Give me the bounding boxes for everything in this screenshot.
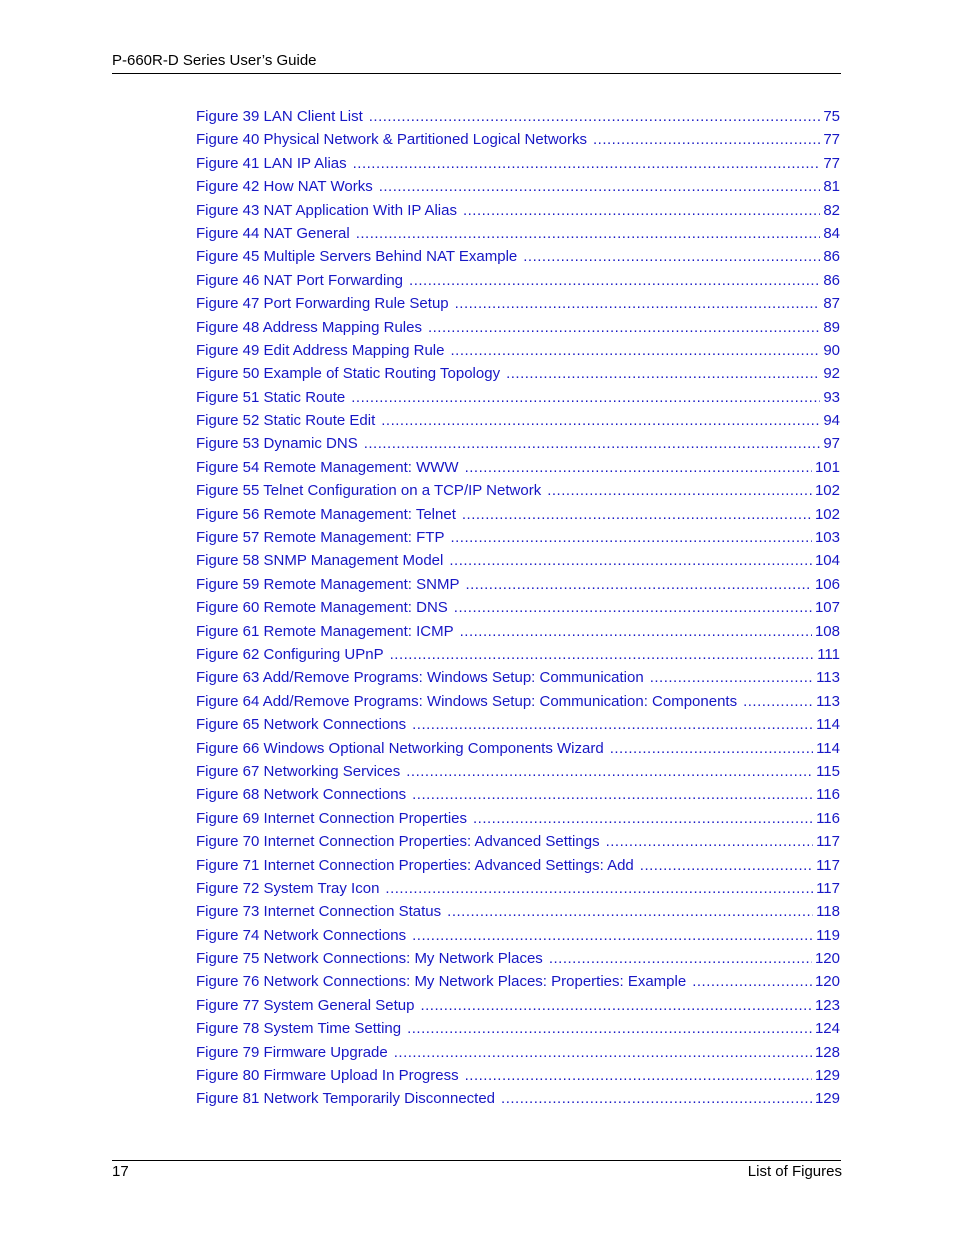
toc-entry-page: 111 bbox=[817, 645, 840, 663]
toc-entry-page: 102 bbox=[814, 482, 840, 500]
toc-entry-title: Figure 53 Dynamic DNS bbox=[196, 435, 358, 453]
toc-entry-page: 84 bbox=[823, 224, 840, 242]
toc-entry-page: 92 bbox=[823, 365, 840, 383]
toc-entry-link[interactable] bbox=[196, 410, 840, 433]
toc-entry-page: 102 bbox=[814, 505, 840, 523]
toc-entry-page: 116 bbox=[816, 809, 840, 827]
toc-entry-page: 113 bbox=[816, 669, 840, 687]
dot-leader bbox=[369, 106, 821, 127]
dot-leader bbox=[385, 878, 813, 899]
dot-leader bbox=[450, 527, 812, 548]
dot-leader bbox=[523, 246, 820, 267]
dot-leader bbox=[593, 129, 820, 150]
toc-entry-link[interactable] bbox=[196, 971, 840, 994]
dot-leader bbox=[412, 784, 813, 805]
dot-leader bbox=[406, 761, 813, 782]
toc-entry-page: 97 bbox=[823, 435, 840, 453]
toc-entry-page: 101 bbox=[814, 458, 840, 476]
toc-entry-title: Figure 50 Example of Static Routing Topology bbox=[196, 365, 501, 383]
dot-leader bbox=[743, 691, 813, 712]
dot-leader bbox=[692, 971, 812, 992]
toc-entry-title: Figure 78 System Time Setting bbox=[196, 1020, 402, 1038]
toc-entry-page: 117 bbox=[816, 856, 840, 874]
dot-leader bbox=[606, 831, 813, 852]
toc-entry-link[interactable] bbox=[196, 901, 840, 924]
dot-leader bbox=[449, 550, 812, 571]
toc-entry-link[interactable] bbox=[196, 129, 840, 152]
toc-entry-title: Figure 55 Telnet Configuration on a TCP/IP Network bbox=[196, 482, 542, 500]
toc-entry-link[interactable] bbox=[196, 831, 840, 854]
toc-entry-link[interactable] bbox=[196, 504, 840, 527]
toc-entry-title: Figure 44 NAT General bbox=[196, 224, 350, 242]
dot-leader bbox=[610, 738, 813, 759]
toc-entry-link[interactable] bbox=[196, 480, 840, 503]
toc-entry-link[interactable] bbox=[196, 784, 840, 807]
toc-entry-page: 94 bbox=[823, 412, 840, 430]
toc-entry-title: Figure 57 Remote Management: FTP bbox=[196, 529, 445, 547]
toc-entry-title: Figure 71 Internet Connection Properties: Advanced Settings: Add bbox=[196, 856, 634, 874]
toc-entry-title: Figure 79 Firmware Upgrade bbox=[196, 1043, 388, 1061]
toc-entry-page: 114 bbox=[816, 716, 840, 734]
toc-entry-page: 104 bbox=[814, 552, 840, 570]
toc-entry-page: 119 bbox=[816, 926, 840, 944]
toc-entry-title: Figure 80 Firmware Upload In Progress bbox=[196, 1067, 459, 1085]
toc-entry-link[interactable] bbox=[196, 340, 840, 363]
page-header bbox=[112, 51, 841, 74]
toc-entry-link[interactable] bbox=[196, 948, 840, 971]
toc-entry-title: Figure 52 Static Route Edit bbox=[196, 412, 376, 430]
toc-entry-page: 123 bbox=[814, 996, 840, 1014]
toc-entry-link[interactable] bbox=[196, 714, 840, 737]
toc-entry-title: Figure 63 Add/Remove Programs: Windows Setup: Communication bbox=[196, 669, 644, 687]
dot-leader bbox=[549, 948, 812, 969]
dot-leader bbox=[394, 1042, 812, 1063]
dot-leader bbox=[506, 363, 820, 384]
dot-leader bbox=[465, 574, 812, 595]
toc-entry-page: 107 bbox=[814, 599, 840, 617]
toc-entry-link[interactable] bbox=[196, 574, 840, 597]
list-of-figures bbox=[196, 106, 840, 1112]
toc-entry-title: Figure 76 Network Connections: My Network Places: Properties: Example bbox=[196, 973, 687, 991]
toc-entry-link[interactable] bbox=[196, 293, 840, 316]
dot-leader bbox=[640, 855, 813, 876]
toc-entry-link[interactable] bbox=[196, 106, 840, 129]
toc-entry-link[interactable] bbox=[196, 1042, 840, 1065]
toc-entry-page: 124 bbox=[814, 1020, 840, 1038]
toc-entry-link[interactable] bbox=[196, 621, 840, 644]
dot-leader bbox=[547, 480, 812, 501]
toc-entry-link[interactable] bbox=[196, 995, 840, 1018]
toc-entry-link[interactable] bbox=[196, 550, 840, 573]
toc-entry-title: Figure 69 Internet Connection Properties bbox=[196, 809, 467, 827]
toc-entry-title: Figure 74 Network Connections bbox=[196, 926, 407, 944]
dot-leader bbox=[381, 410, 820, 431]
toc-entry-page: 128 bbox=[814, 1043, 840, 1061]
toc-entry-page: 118 bbox=[816, 903, 840, 921]
toc-entry-link[interactable] bbox=[196, 878, 840, 901]
toc-entry-title: Figure 51 Static Route bbox=[196, 388, 346, 406]
toc-entry-page: 106 bbox=[814, 575, 840, 593]
toc-entry-page: 117 bbox=[816, 833, 840, 851]
section-name: List of Figures bbox=[747, 1163, 842, 1180]
toc-entry-link[interactable] bbox=[196, 457, 840, 480]
dot-leader bbox=[407, 1018, 812, 1039]
toc-entry-title: Figure 46 NAT Port Forwarding bbox=[196, 271, 404, 289]
toc-entry-title: Figure 54 Remote Management: WWW bbox=[196, 458, 459, 476]
toc-entry-link[interactable] bbox=[196, 433, 840, 456]
page-footer bbox=[112, 1160, 841, 1185]
toc-entry-page: 115 bbox=[816, 762, 840, 780]
toc-entry-link[interactable] bbox=[196, 597, 840, 620]
toc-entry-title: Figure 56 Remote Management: Telnet bbox=[196, 505, 456, 523]
toc-entry-link[interactable] bbox=[196, 200, 840, 223]
dot-leader bbox=[650, 667, 813, 688]
toc-entry-link[interactable] bbox=[196, 246, 840, 269]
toc-entry-title: Figure 40 Physical Network & Partitioned Logical Networks bbox=[196, 131, 588, 149]
toc-entry-title: Figure 45 Multiple Servers Behind NAT Example bbox=[196, 248, 518, 266]
toc-entry-page: 129 bbox=[814, 1067, 840, 1085]
page-number: 17 bbox=[112, 1163, 129, 1180]
toc-entry-page: 120 bbox=[814, 973, 840, 991]
dot-leader bbox=[356, 223, 821, 244]
toc-entry-title: Figure 42 How NAT Works bbox=[196, 178, 373, 196]
toc-entry-title: Figure 65 Network Connections bbox=[196, 716, 407, 734]
toc-entry-title: Figure 73 Internet Connection Status bbox=[196, 903, 442, 921]
toc-entry-link[interactable] bbox=[196, 738, 840, 761]
toc-entry-title: Figure 75 Network Connections: My Network Places bbox=[196, 950, 543, 968]
toc-entry-title: Figure 60 Remote Management: DNS bbox=[196, 599, 448, 617]
dot-leader bbox=[450, 340, 820, 361]
toc-entry-link[interactable] bbox=[196, 270, 840, 293]
toc-entry-title: Figure 43 NAT Application With IP Alias bbox=[196, 201, 457, 219]
dot-leader bbox=[390, 644, 815, 665]
toc-entry-link[interactable] bbox=[196, 1088, 840, 1111]
toc-entry-page: 103 bbox=[814, 529, 840, 547]
toc-entry-title: Figure 41 LAN IP Alias bbox=[196, 154, 347, 172]
toc-entry-link[interactable] bbox=[196, 363, 840, 386]
dot-leader bbox=[351, 387, 820, 408]
toc-entry-link[interactable] bbox=[196, 527, 840, 550]
toc-entry-page: 86 bbox=[823, 248, 840, 266]
toc-entry-page: 86 bbox=[823, 271, 840, 289]
dot-leader bbox=[353, 153, 821, 174]
toc-entry-link[interactable] bbox=[196, 667, 840, 690]
dot-leader bbox=[447, 901, 813, 922]
toc-entry-title: Figure 72 System Tray Icon bbox=[196, 879, 380, 897]
toc-entry-page: 117 bbox=[816, 879, 840, 897]
toc-entry-title: Figure 62 Configuring UPnP bbox=[196, 645, 384, 663]
toc-entry-page: 93 bbox=[823, 388, 840, 406]
toc-entry-page: 87 bbox=[823, 295, 840, 313]
dot-leader bbox=[465, 457, 812, 478]
toc-entry-title: Figure 77 System General Setup bbox=[196, 996, 415, 1014]
dot-leader bbox=[501, 1088, 812, 1109]
dot-leader bbox=[412, 714, 813, 735]
dot-leader bbox=[420, 995, 812, 1016]
toc-entry-title: Figure 59 Remote Management: SNMP bbox=[196, 575, 460, 593]
dot-leader bbox=[379, 176, 821, 197]
toc-entry-link[interactable] bbox=[196, 223, 840, 246]
toc-entry-page: 89 bbox=[823, 318, 840, 336]
toc-entry-title: Figure 66 Windows Optional Networking Components Wizard bbox=[196, 739, 604, 757]
toc-entry-page: 108 bbox=[814, 622, 840, 640]
dot-leader bbox=[455, 293, 821, 314]
toc-entry-title: Figure 70 Internet Connection Properties: Advanced Settings bbox=[196, 833, 600, 851]
toc-entry-page: 77 bbox=[823, 154, 840, 172]
toc-entry-page: 75 bbox=[823, 108, 840, 125]
toc-entry-link[interactable] bbox=[196, 176, 840, 199]
dot-leader bbox=[463, 200, 820, 221]
toc-entry-page: 129 bbox=[814, 1090, 840, 1108]
toc-entry-link[interactable] bbox=[196, 761, 840, 784]
toc-entry-page: 114 bbox=[816, 739, 840, 757]
toc-entry-title: Figure 39 LAN Client List bbox=[196, 108, 363, 125]
dot-leader bbox=[460, 621, 812, 642]
toc-entry-link[interactable] bbox=[196, 1065, 840, 1088]
toc-entry-page: 90 bbox=[823, 341, 840, 359]
dot-leader bbox=[473, 808, 813, 829]
toc-entry-link[interactable] bbox=[196, 808, 840, 831]
toc-entry-link[interactable] bbox=[196, 153, 840, 176]
dot-leader bbox=[454, 597, 812, 618]
toc-entry-page: 77 bbox=[823, 131, 840, 149]
toc-entry-link[interactable] bbox=[196, 925, 840, 948]
toc-entry-link[interactable] bbox=[196, 691, 840, 714]
toc-entry-page: 120 bbox=[814, 950, 840, 968]
toc-entry-title: Figure 81 Network Temporarily Disconnected bbox=[196, 1090, 496, 1108]
toc-entry-link[interactable] bbox=[196, 1018, 840, 1041]
toc-entry-link[interactable] bbox=[196, 317, 840, 340]
toc-entry-title: Figure 58 SNMP Management Model bbox=[196, 552, 444, 570]
dot-leader bbox=[465, 1065, 812, 1086]
toc-entry-title: Figure 47 Port Forwarding Rule Setup bbox=[196, 295, 449, 313]
toc-entry-title: Figure 49 Edit Address Mapping Rule bbox=[196, 341, 445, 359]
document-title: P-660R-D Series User’s Guide bbox=[112, 52, 317, 69]
toc-entry-page: 82 bbox=[823, 201, 840, 219]
toc-entry-title: Figure 61 Remote Management: ICMP bbox=[196, 622, 454, 640]
toc-entry-title: Figure 68 Network Connections bbox=[196, 786, 407, 804]
toc-entry-link[interactable] bbox=[196, 644, 840, 667]
toc-entry-title: Figure 67 Networking Services bbox=[196, 762, 401, 780]
toc-entry-link[interactable] bbox=[196, 387, 840, 410]
dot-leader bbox=[364, 433, 821, 454]
toc-entry-page: 81 bbox=[823, 178, 840, 196]
dot-leader bbox=[409, 270, 820, 291]
toc-entry-title: Figure 64 Add/Remove Programs: Windows Setup: Communication: Components bbox=[196, 692, 738, 710]
dot-leader bbox=[428, 317, 820, 338]
toc-entry-page: 116 bbox=[816, 786, 840, 804]
dot-leader bbox=[462, 504, 812, 525]
toc-entry-link[interactable] bbox=[196, 855, 840, 878]
dot-leader bbox=[412, 925, 813, 946]
toc-entry-title: Figure 48 Address Mapping Rules bbox=[196, 318, 422, 336]
toc-entry-page: 113 bbox=[816, 692, 840, 710]
